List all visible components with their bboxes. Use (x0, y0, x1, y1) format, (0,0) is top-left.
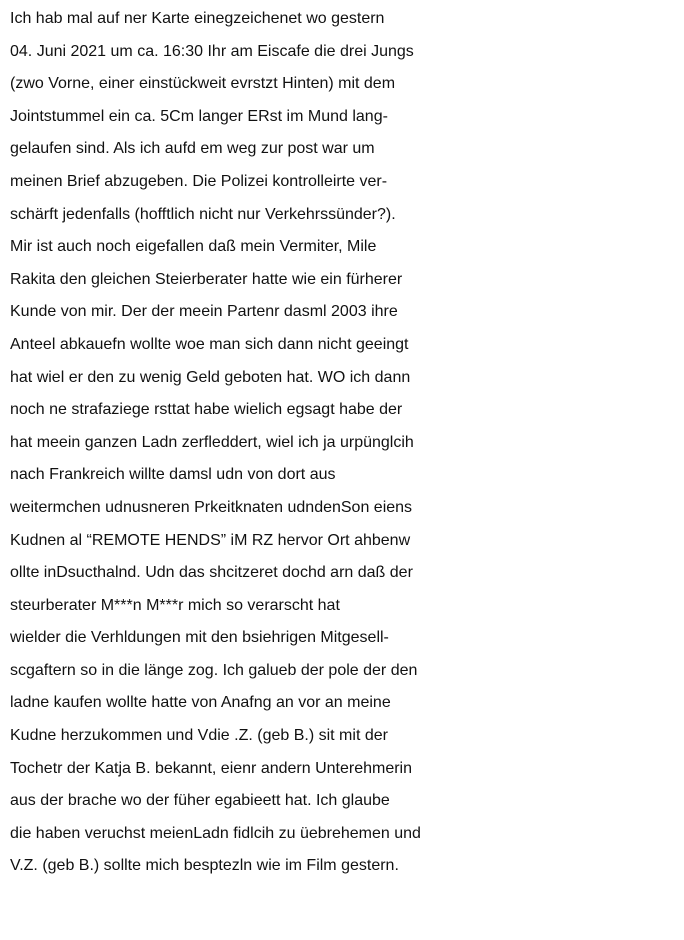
text-line: Kunde von mir. Der der meein Partenr dasml 2003 ihre (10, 303, 398, 321)
text-line: noch ne strafaziege rsttat habe wielich egsagt habe der (10, 401, 403, 419)
text-line: meinen Brief abzugeben. Die Polizei kontrolleirte ver- (10, 172, 388, 190)
text-line: steurberater M***n M***r mich so verarscht hat (10, 596, 340, 614)
text-line: gelaufen sind. Als ich aufd em weg zur post war um (10, 140, 375, 158)
text-line: scgaftern so in die länge zog. Ich galueb der pole der den (10, 661, 418, 679)
text-line: ladne kaufen wollte hatte von Anafng an vor an meine (10, 694, 391, 712)
text-line: ollte inDsucthalnd. Udn das shcitzeret dochd arn daß der (10, 564, 413, 582)
text-line: Rakita den gleichen Steierberater hatte wie ein fürherer (10, 270, 403, 288)
text-line: Mir ist auch noch eigefallen daß mein Vermiter, Mile (10, 238, 377, 256)
text-line: hat wiel er den zu wenig Geld geboten hat. WO ich dann (10, 368, 411, 386)
text-line: Tochetr der Katja B. bekannt, eienr andern Unterehmerin (10, 759, 413, 777)
text-line: Jointstummel ein ca. 5Cm langer ERst im Mund lang- (10, 107, 388, 125)
text-line: Kudnen al “REMOTE HENDS” iM RZ hervor Ort ahbenw (10, 531, 411, 549)
text-line: 04. Juni 2021 um ca. 16:30 Ihr am Eiscafe die drei Jungs (10, 42, 414, 60)
text-line: schärft jedenfalls (hofftlich nicht nur Verkehrssünder?). (10, 205, 396, 223)
text-line: nach Frankreich willte damsl udn von dort aus (10, 466, 336, 484)
text-line: (zwo Vorne, einer einstückweit evrstzt Hinten) mit dem (10, 75, 396, 93)
text-line: Ich hab mal auf ner Karte einegzeichenet wo gestern (10, 10, 385, 27)
text-line: wielder die Verhldungen mit den bsiehrigen Mitgesell- (10, 629, 389, 647)
text-line: die haben veruchst meienLadn fidlcih zu üebrehemen und (10, 824, 421, 842)
text-line: V.Z. (geb B.) sollte mich besptezln wie im Film gestern. (10, 857, 399, 875)
text-line: hat meein ganzen Ladn zerfleddert, wiel ich ja urpünglcih (10, 433, 414, 451)
text-line: Kudne herzukommen und Vdie .Z. (geb B.) sit mit der (10, 727, 388, 745)
text-line: Anteel abkauefn wollte woe man sich dann nicht geeingt (10, 335, 409, 353)
letter-body (10, 3, 682, 883)
text-line: weitermchen udnusneren Prkeitknaten udndenSon eiens (10, 498, 413, 516)
text-line: aus der brache wo der füher egabieett hat. Ich glaube (10, 792, 390, 810)
